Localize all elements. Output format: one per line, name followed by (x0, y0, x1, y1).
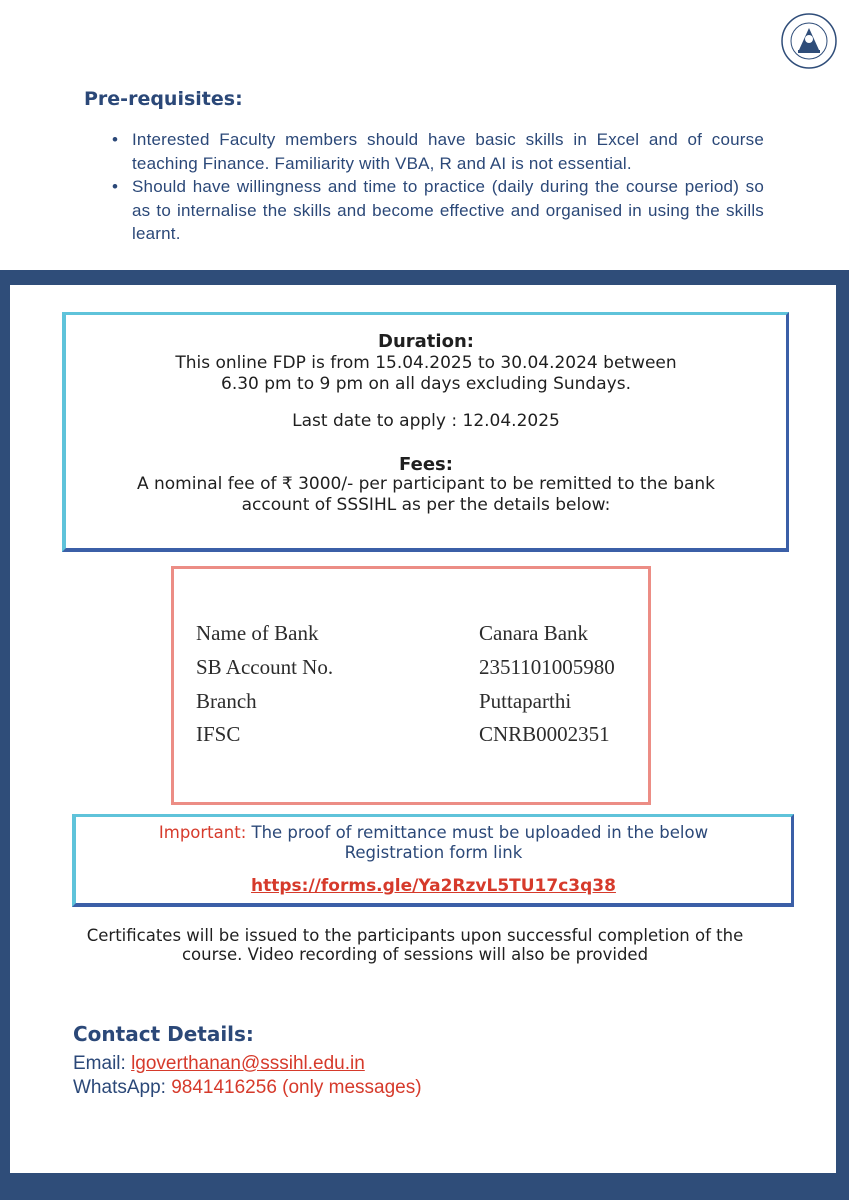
email-link[interactable]: lgoverthanan@sssihl.edu.in (131, 1053, 365, 1074)
bank-value: Canara Bank (479, 621, 589, 645)
fees-line-2: account of SSSIHL as per the details below: (241, 495, 611, 515)
duration-line-1: This online FDP is from 15.04.2025 to 30.04.2024 between (175, 353, 677, 373)
bank-label: Name of Bank (196, 621, 319, 645)
whatsapp-number: 9841416256 (only messages) (171, 1077, 422, 1098)
bank-value: CNRB0002351 (479, 722, 610, 746)
certificates-note (20, 926, 810, 964)
contact-title: Contact Details: (73, 1022, 254, 1046)
contact-email-row (73, 1053, 365, 1075)
registration-form-link[interactable]: https://forms.gle/Ya2RzvL5TU17c3q38 (251, 876, 616, 896)
bank-value: Puttaparthi (479, 689, 572, 713)
whatsapp-label: WhatsApp: (73, 1077, 172, 1098)
important-label: Important: (158, 823, 247, 842)
bank-label: SB Account No. (196, 655, 334, 679)
duration-heading: Duration: (378, 331, 474, 352)
institute-logo (780, 12, 838, 70)
certificates-line-1: Certificates will be issued to the participants upon successful completion of the (86, 926, 744, 945)
registration-link-row (76, 876, 791, 896)
contact-whatsapp-row (73, 1077, 422, 1099)
fees-heading: Fees: (399, 454, 453, 475)
prerequisites-title: Pre-requisites: (84, 88, 243, 110)
email-label: Email: (73, 1053, 132, 1074)
important-line-2: Registration form link (344, 843, 523, 862)
list-item: • Should have willingness and time to practice (daily during the course period) so as to internalise the skills and become effective and organised in using the skills learnt. (108, 175, 764, 246)
bank-details-box (171, 566, 651, 805)
important-line-1 (76, 823, 791, 842)
list-item: • Interested Faculty members should have basic skills in Excel and of course teaching Finance. Familiarity with VBA, R and AI is not essential. (108, 128, 764, 175)
bank-value: 2351101005980 (479, 655, 615, 679)
important-text-1: The proof of remittance must be uploaded in the below (246, 823, 709, 842)
institute-seal-icon (780, 12, 838, 70)
bank-label: IFSC (196, 722, 241, 746)
duration-fees-box (62, 312, 789, 552)
duration-line-2: 6.30 pm to 9 pm on all days excluding Sundays. (221, 374, 631, 394)
fees-line-1: A nominal fee of ₹ 3000/- per participant to be remitted to the bank (136, 474, 716, 494)
certificates-line-2: course. Video recording of sessions will also be provided (181, 945, 649, 964)
prerequisites-list (108, 128, 764, 246)
important-box (72, 814, 794, 907)
last-date: Last date to apply : 12.04.2025 (292, 411, 560, 431)
bank-label: Branch (196, 689, 257, 713)
